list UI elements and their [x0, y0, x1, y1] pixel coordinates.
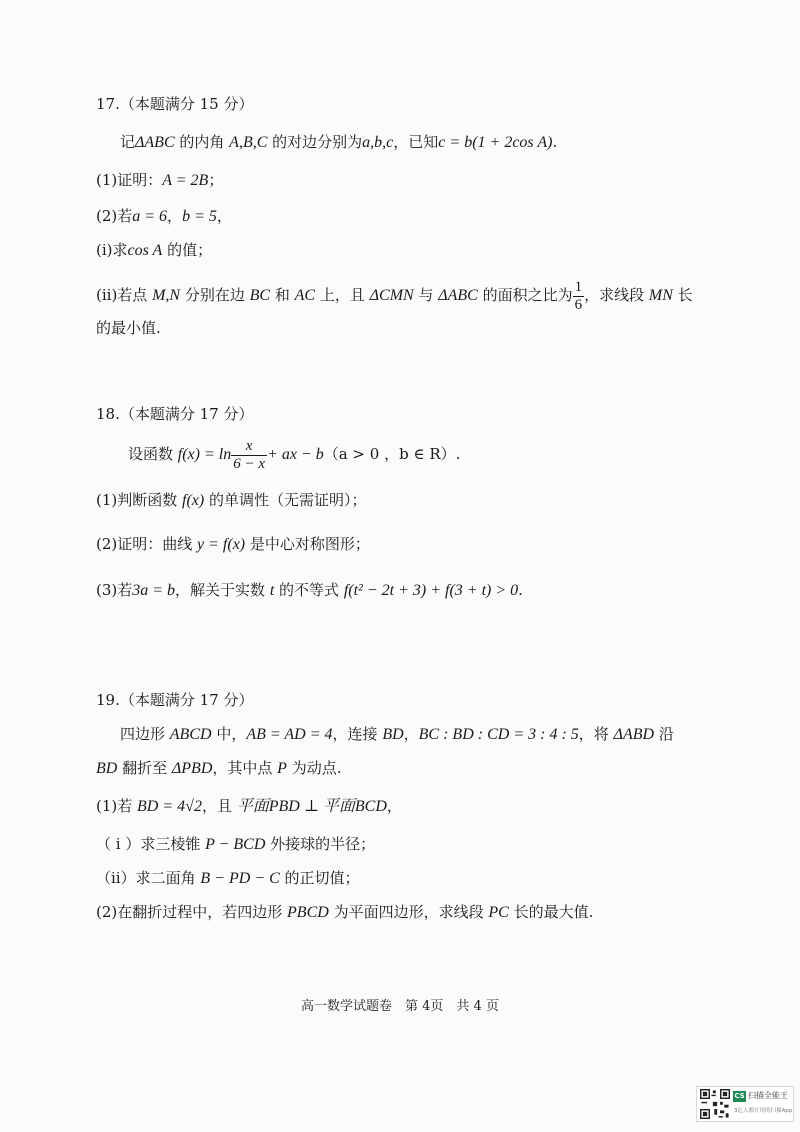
q19-part2: (2)在翻折过程中，若四边形 PBCD 为平面四边形，求线段 PC 长的最大值. [96, 903, 594, 921]
q17-part2-ii-tail: 的最小值. [96, 319, 161, 337]
scanner-watermark [696, 1086, 794, 1122]
q18-part2: (2)证明：曲线 y = f(x) 是中心对称图形； [96, 535, 370, 553]
camscanner-tagline: 3亿人都在用的扫描App [734, 1108, 793, 1114]
q19-stem-line1: 四边形 ABCD 中，AB = AD = 4，连接 BD，BC : BD : CD = 3 : 4 : 5，将 ΔABD 沿 [120, 725, 674, 743]
page-footer: 高一数学试题卷 第 4页 共 4 页 [301, 999, 499, 1014]
q17-header: 17.（本题满分 15 分） [96, 95, 254, 113]
q19-part1-i: （ i ）求三棱锥 P − BCD 外接球的半径； [96, 835, 376, 853]
camscanner-name: 扫描全能王 [748, 1091, 788, 1100]
q17-part1: (1)证明：A = 2B； [96, 171, 224, 189]
q19-part1: (1)若 BD = 4√2，且 平面PBD ⊥ 平面BCD， [96, 797, 402, 815]
q18-part1: (1)判断函数 f(x) 的单调性（无需证明）； [96, 491, 367, 509]
q18-stem: 设函数 f(x) = ln $\frac{x}{6 - x}$ + ax − b（a > 0 ，b ∈ R）. [128, 437, 461, 472]
q17-part2: (2)若a = 6，b = 5， [96, 207, 232, 225]
q18-part3: (3)若3a = b，解关于实数 t 的不等式 f(t² − 2t + 3) + f(3 + t) > 0. [96, 581, 523, 599]
q19-stem-line2: BD 翻折至 ΔPBD，其中点 P 为动点. [96, 759, 342, 777]
q17-stem: 记ΔABC 的内角 A,B,C 的对边分别为a,b,c，已知c = b(1 + 2cos A). [120, 133, 558, 151]
qr-code-icon [700, 1089, 730, 1119]
q18-header: 18.（本题满分 17 分） [96, 405, 254, 423]
area-ratio-fraction: $\frac{1}{6}$ [574, 278, 583, 313]
q17-part2-i: (i)求cos A 的值； [96, 241, 213, 259]
ln-fraction: $\frac{x}{6 - x}$ [233, 437, 266, 472]
q19-part1-ii: （ii）求二面角 B − PD − C 的正切值； [96, 869, 360, 887]
q19-header: 19.（本题满分 17 分） [96, 691, 254, 709]
camscanner-logo: CS [734, 1092, 745, 1100]
q17-part2-ii: (ii)若点 M,N 分别在边 BC 和 AC 上，且 ΔCMN 与 ΔABC 的面积之比为 $\frac{1}{6}$ ，求线段 MN 长 [96, 278, 693, 313]
